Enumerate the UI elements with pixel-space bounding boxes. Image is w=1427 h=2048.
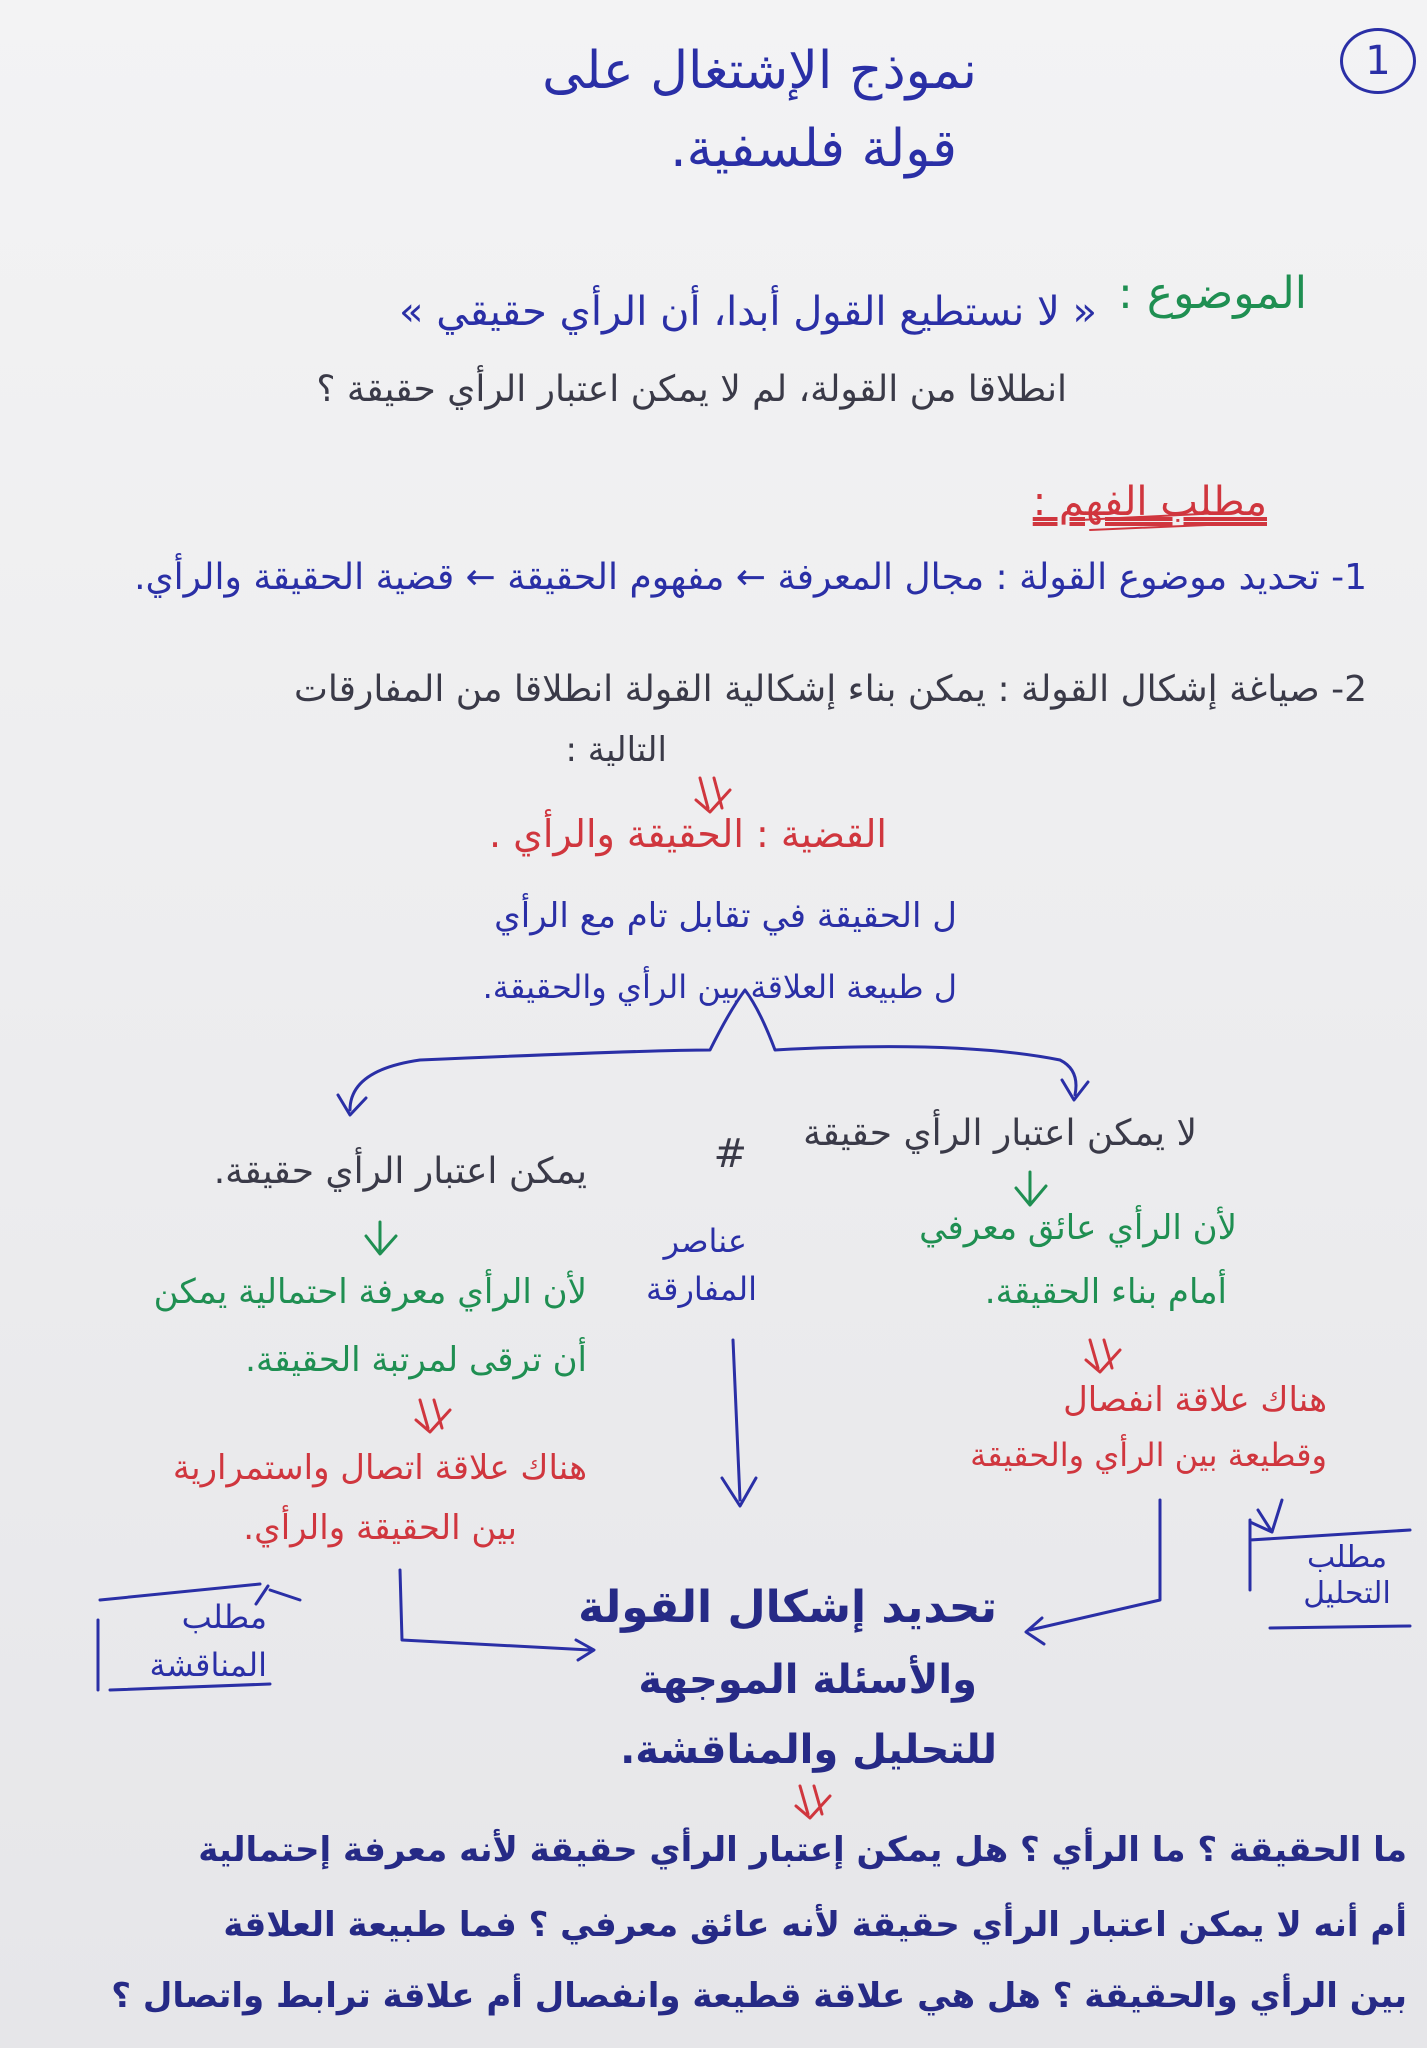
discussion-tag-line-1: مطلب	[181, 1598, 267, 1636]
issue-sub-2: ل طبيعة العلاقة بين الرأي والحقيقة.	[482, 968, 957, 1006]
questions-line-2: أم أنه لا يمكن اعتبار الرأي حقيقة لأنه عائق معرفي ؟ فما طبيعة العلاقة	[223, 1905, 1407, 1945]
understanding-item-2-line-2: التالية :	[565, 730, 667, 770]
questions-line-1: ما الحقيقة ؟ ما الرأي ؟ هل يمكن إعتبار الرأي حقيقة لأنه معرفة إحتمالية	[198, 1830, 1407, 1870]
center-box-line-2: والأسئلة الموجهة	[638, 1657, 977, 1703]
title-line-1: نموذج الإشتغال على	[542, 41, 977, 101]
subject-question: انطلاقا من القولة، لم لا يمكن اعتبار الرأي حقيقة ؟	[316, 369, 1067, 410]
title-line-2: قولة فلسفية.	[670, 119, 957, 179]
right-branch-reason-1: لأن الرأي عائق معرفي	[919, 1208, 1237, 1248]
understanding-item-1: 1- تحديد موضوع القولة : مجال المعرفة ← مفهوم الحقيقة ← قضية الحقيقة والرأي.	[134, 557, 1367, 598]
right-branch-relation-2: وقطيعة بين الرأي والحقيقة	[970, 1436, 1327, 1474]
right-branch-relation-1: هناك علاقة انفصال	[1063, 1380, 1327, 1420]
left-branch-relation-2: بين الحقيقة والرأي.	[243, 1508, 517, 1548]
issue-sub-1: ل الحقيقة في تقابل تام مع الرأي	[494, 896, 957, 936]
subject-label: الموضوع :	[1118, 268, 1307, 319]
questions-line-3: بين الرأي والحقيقة ؟ هل هي علاقة قطيعة وانفصال أم علاقة ترابط واتصال ؟	[111, 1976, 1407, 2016]
understanding-heading: مطلب الفهم :	[1032, 479, 1267, 525]
middle-label-line-2: المفارقة	[646, 1270, 757, 1308]
right-branch-reason-2: أمام بناء الحقيقة.	[984, 1272, 1227, 1312]
left-branch-reason-1: لأن الرأي معرفة احتمالية يمكن	[153, 1272, 587, 1312]
left-branch-head: يمكن اعتبار الرأي حقيقة.	[213, 1151, 587, 1192]
right-branch-head: لا يمكن اعتبار الرأي حقيقة	[803, 1113, 1197, 1154]
left-branch-relation-1: هناك علاقة اتصال واستمرارية	[172, 1448, 587, 1488]
center-box-line-3: للتحليل والمناقشة.	[620, 1727, 997, 1773]
discussion-tag-line-2: المناقشة	[149, 1646, 267, 1684]
center-box-line-1: تحديد إشكال القولة	[578, 1582, 997, 1633]
page-number-circle	[1340, 28, 1416, 94]
issue-label: القضية : الحقيقة والرأي .	[488, 812, 887, 856]
contrast-hash: #	[713, 1131, 747, 1177]
left-branch-reason-2: أن ترقى لمرتبة الحقيقة.	[245, 1340, 587, 1380]
analysis-tag: مطلب التحليل	[1303, 1540, 1391, 1611]
subject-quote: « لا نستطيع القول أبدا، أن الرأي حقيقي »	[399, 289, 1097, 335]
middle-label-line-1: عناصر	[663, 1222, 747, 1260]
page-number: 1	[1365, 38, 1391, 84]
understanding-item-2-line-1: 2- صياغة إشكال القولة : يمكن بناء إشكالية القولة انطلاقا من المفارقات	[293, 669, 1367, 710]
